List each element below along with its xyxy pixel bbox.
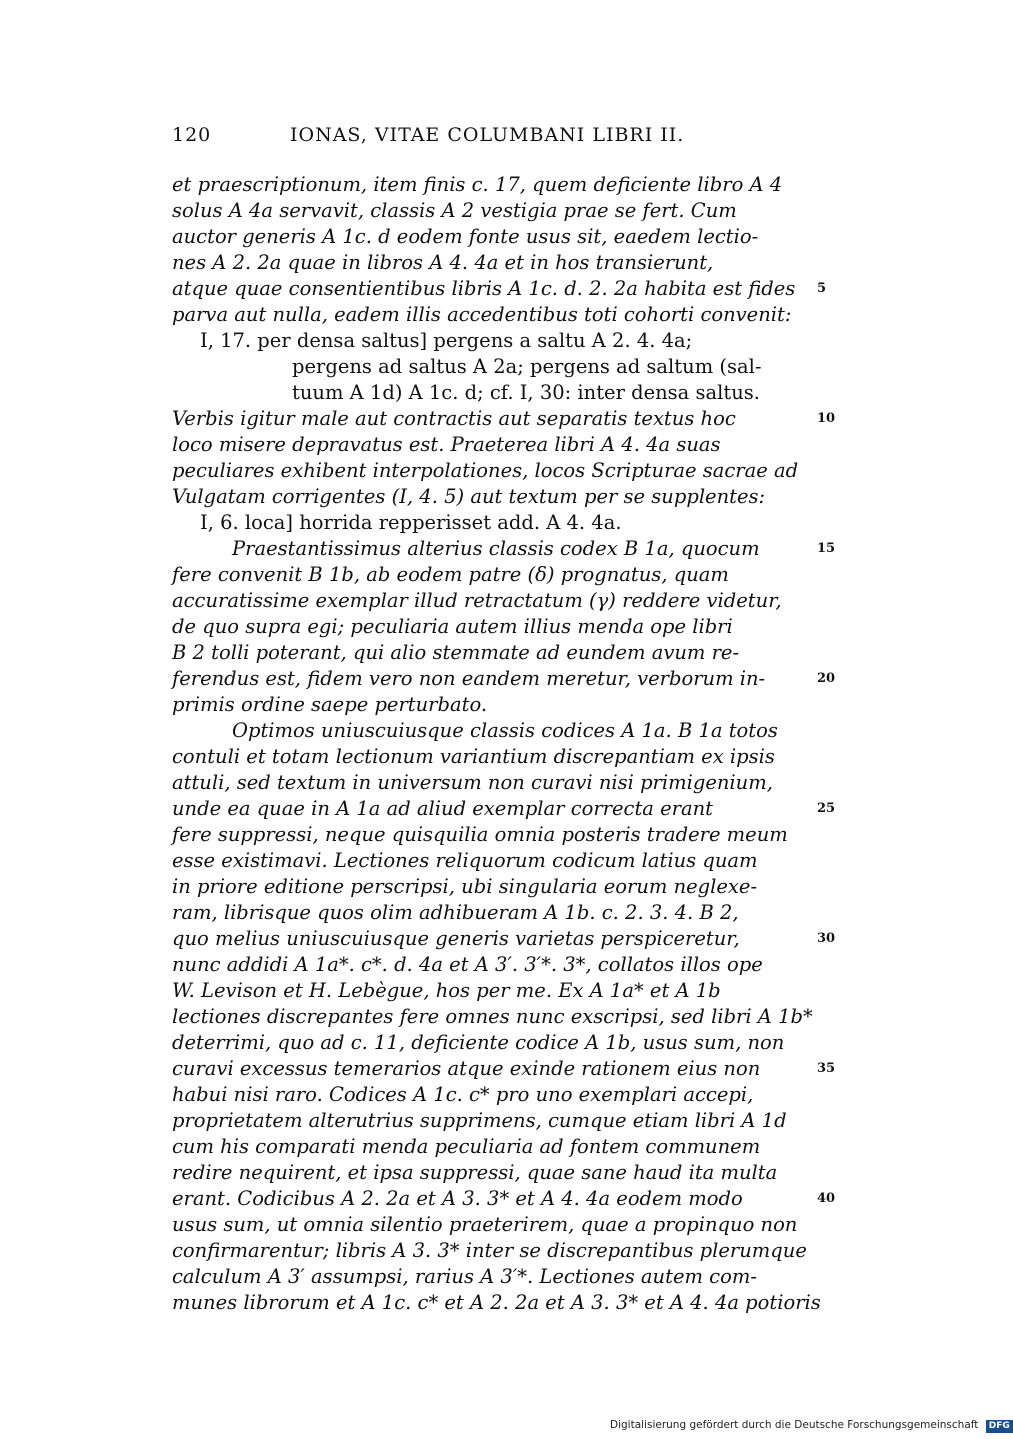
text-line (172, 692, 810, 718)
text-line (172, 978, 810, 1004)
running-title: IONAS, VITAE COLUMBANI LIBRI II. (290, 124, 685, 146)
text-line (172, 770, 810, 796)
text-line (172, 328, 810, 354)
text-line (172, 1290, 821, 1316)
text-line (172, 640, 810, 666)
dfg-logo: DFG (986, 1420, 1013, 1433)
text-line (172, 172, 810, 198)
line-text: atque quae consentientibus libris A 1c. d. 2. 2a habita est fides (172, 277, 796, 300)
line-text: in priore editione perscripsi, ubi singularia eorum neglexe- (172, 875, 758, 898)
line-text: et praescriptionum, item finis c. 17, quem deficiente libro A 4 (172, 173, 783, 196)
line-text: nes A 2. 2a quae in libros A 4. 4a et in hos transierunt, (172, 251, 714, 274)
text-line (172, 848, 810, 874)
text-line (172, 666, 836, 692)
line-text: W. Levison et H. Lebègue, hos per me. Ex A 1a* et A 1b (172, 979, 721, 1002)
page-number: 120 (172, 124, 212, 146)
text-line (172, 354, 810, 380)
text-line (172, 1134, 810, 1160)
text-line (172, 614, 810, 640)
line-text: solus A 4a servavit, classis A 2 vestigia prae se fert. Cum (172, 199, 737, 222)
line-number: 30 (817, 931, 836, 946)
text-line (172, 458, 810, 484)
text-line (172, 1212, 810, 1238)
text-line (172, 952, 810, 978)
line-text: confirmarentur; libris A 3. 3* inter se discrepantibus plerumque (172, 1239, 807, 1262)
text-line (172, 1264, 810, 1290)
line-text: primis ordine saepe perturbato. (172, 693, 488, 716)
line-text: fere convenit B 1b, ab eodem patre (δ) prognatus, quam (172, 563, 729, 586)
line-text: Praestantissimus alterius classis codex B 1a, quocum (232, 537, 760, 560)
line-number: 15 (817, 541, 836, 556)
footer-text: Digitalisierung gefördert durch die Deutsche Forschungsgemeinschaft (610, 1419, 979, 1431)
line-text: accuratissime exemplar illud retractatum (γ) reddere videtur, (172, 589, 782, 612)
text-line (172, 1108, 810, 1134)
line-text: I, 6. loca] horrida repperisset add. A 4. 4a. (200, 511, 622, 534)
line-text: cum his comparati menda peculiaria ad fontem communem (172, 1135, 761, 1158)
text-line (172, 744, 810, 770)
line-text: peculiares exhibent interpolationes, locos Scripturae sacrae ad (172, 459, 799, 482)
line-text: deterrimi, quo ad c. 11, deficiente codice A 1b, usus sum, non (172, 1031, 785, 1054)
line-text: attuli, sed textum in universum non curavi nisi primigenium, (172, 771, 773, 794)
text-line (172, 1030, 810, 1056)
line-text: parva aut nulla, eadem illis accedentibus toti cohorti convenit: (172, 303, 792, 326)
text-line (172, 1160, 810, 1186)
line-text: habui nisi raro. Codices A 1c. c* pro uno exemplari accepi, (172, 1083, 754, 1106)
text-line (172, 510, 810, 536)
text-line (172, 1004, 813, 1030)
line-text: munes librorum et A 1c. c* et A 2. 2a et A 3. 3* et A 4. 4a potioris (172, 1291, 821, 1314)
line-text: fere suppressi, neque quisquilia omnia posteris tradere meum (172, 823, 788, 846)
text-line (172, 432, 810, 458)
line-number: 35 (817, 1061, 836, 1076)
text-line (172, 588, 810, 614)
text-line (172, 198, 810, 224)
line-text: esse existimavi. Lectiones reliquorum codicum latius quam (172, 849, 758, 872)
line-text: quo melius uniuscuiusque generis varietas perspiceretur, (172, 927, 740, 950)
text-body (172, 172, 836, 1316)
line-text: redire nequirent, et ipsa suppressi, quae sane haud ita multa (172, 1161, 778, 1184)
text-line (172, 484, 810, 510)
text-line (172, 900, 810, 926)
line-number: 25 (817, 801, 836, 816)
line-text: auctor generis A 1c. d eodem fonte usus sit, eaedem lectio- (172, 225, 759, 248)
text-line (172, 302, 810, 328)
line-text: calculum A 3′ assumpsi, rarius A 3′*. Lectiones autem com- (172, 1265, 757, 1288)
text-line (172, 796, 836, 822)
line-text: contuli et totam lectionum variantium discrepantiam ex ipsis (172, 745, 775, 768)
line-text: Optimos uniuscuiusque classis codices A 1a. B 1a totos (232, 719, 778, 742)
text-line (172, 276, 827, 302)
digitization-footer (610, 1419, 1013, 1433)
text-line (172, 1082, 810, 1108)
line-text: curavi excessus temerarios atque exinde rationem eius non (172, 1057, 761, 1080)
line-text: lectiones discrepantes fere omnes nunc exscripsi, sed libri A 1b* (172, 1005, 813, 1028)
line-text: proprietatem alterutrius supprimens, cumque etiam libri A 1d (172, 1109, 787, 1132)
line-text: tuum A 1d) A 1c. d; cf. I, 30: inter densa saltus. (292, 381, 760, 404)
line-text: usus sum, ut omnia silentio praeterirem, quae a propinquo non (172, 1213, 798, 1236)
text-line (172, 536, 836, 562)
line-number: 20 (817, 671, 836, 686)
text-line (172, 250, 810, 276)
line-text: nunc addidi A 1a*. c*. d. 4a et A 3′. 3′*. 3*, collatos illos ope (172, 953, 763, 976)
text-line (172, 874, 810, 900)
line-text: de quo supra egi; peculiaria autem illius menda ope libri (172, 615, 733, 638)
text-line (172, 718, 810, 744)
text-line (172, 822, 810, 848)
text-line (172, 1238, 810, 1264)
line-text: Vulgatam corrigentes (I, 4. 5) aut textum per se supplentes: (172, 485, 766, 508)
line-text: erant. Codicibus A 2. 2a et A 3. 3* et A 4. 4a eodem modo (172, 1187, 743, 1210)
text-line (172, 1186, 836, 1212)
text-line (172, 562, 810, 588)
text-line (172, 1056, 836, 1082)
line-number: 10 (817, 411, 836, 426)
text-line (172, 926, 836, 952)
text-line (172, 380, 810, 406)
line-text: I, 17. per densa saltus] pergens a saltu A 2. 4. 4a; (200, 329, 693, 352)
line-text: B 2 tolli poterant, qui alio stemmate ad eundem avum re- (172, 641, 740, 664)
line-text: ram, librisque quos olim adhibueram A 1b. c. 2. 3. 4. B 2, (172, 901, 739, 924)
line-text: loco misere depravatus est. Praeterea libri A 4. 4a suas (172, 433, 721, 456)
line-text: Verbis igitur male aut contractis aut separatis textus hoc (172, 407, 736, 430)
line-text: ferendus est, fidem vero non eandem meretur, verborum in- (172, 667, 766, 690)
line-number: 5 (817, 281, 827, 296)
text-line (172, 224, 810, 250)
line-text: pergens ad saltus A 2a; pergens ad saltum (sal- (292, 355, 762, 378)
line-text: unde ea quae in A 1a ad aliud exemplar correcta erant (172, 797, 714, 820)
line-number: 40 (817, 1191, 836, 1206)
text-line (172, 406, 836, 432)
